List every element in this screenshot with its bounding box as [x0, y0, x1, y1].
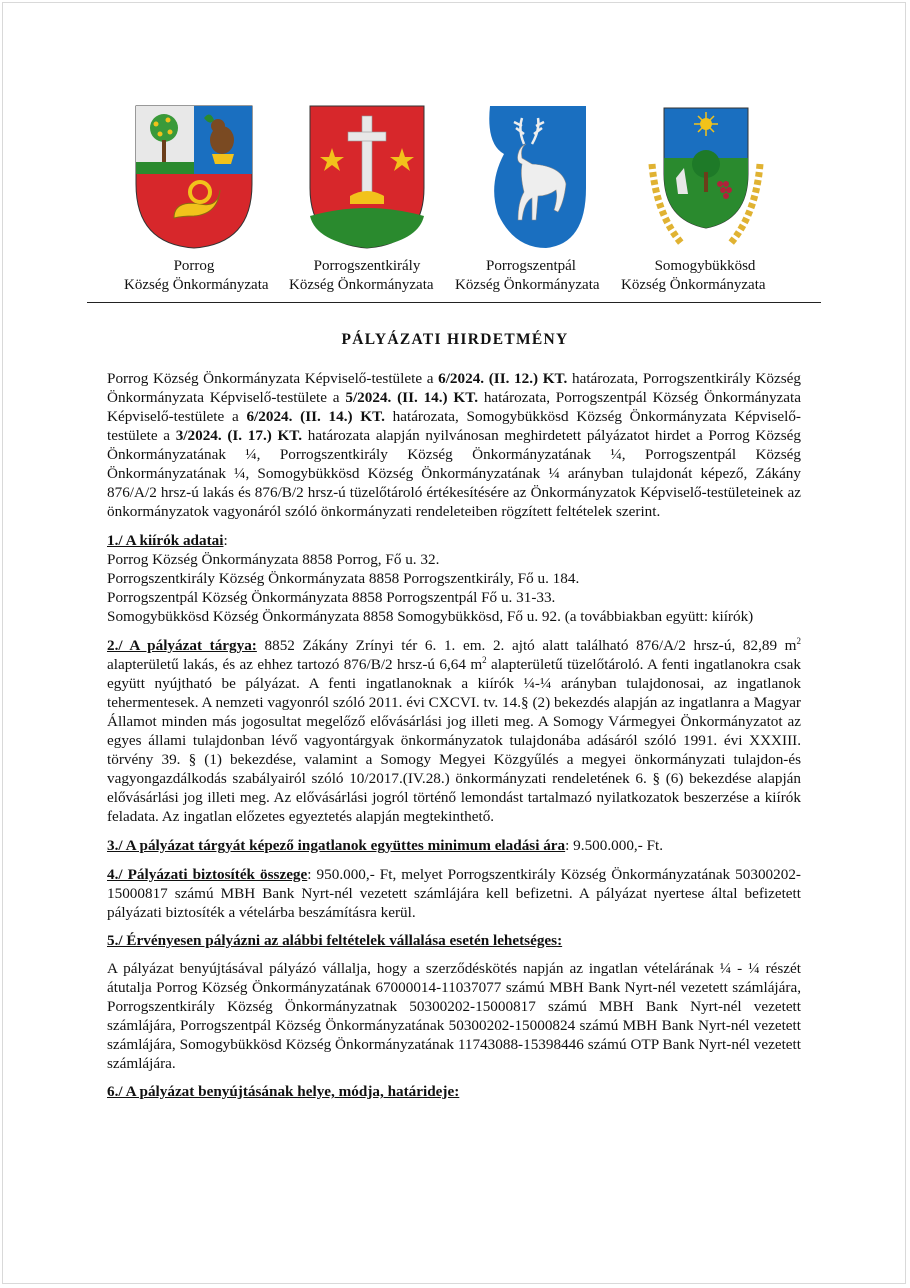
section-2-text: 8852 Zákány Zrínyi tér 6. 1. em. 2. ajtó alatt található 876/A/2 hrsz-ú, 82,89 m — [256, 637, 797, 654]
intro-text: határozata, Porrogszentpál Község Önkormányzata Képviselő-testülete a — [107, 389, 802, 425]
section-5-heading: 5./ Érvényesen pályázni az alábbi feltételek vállalása esetén lehetséges: — [107, 932, 563, 949]
intro-text: határozata, Porrogszentkirály Község Önkormányzata Képviselő-testülete a — [107, 370, 801, 406]
resolution-ref: 6/2024. (II. 12.) KT. — [438, 370, 568, 387]
resolution-ref: 6/2024. (II. 14.) KT. — [246, 408, 385, 425]
document-title: PÁLYÁZATI HIRDETMÉNY — [341, 331, 569, 348]
porrogszentkiraly-crest-icon — [308, 104, 426, 250]
municipality-subtitle: Község Önkormányzata — [621, 277, 766, 293]
section-5 — [107, 931, 801, 950]
issuer-line: Porrogszentpál Község Önkormányzata 8858 Porrogszentpál Fő u. 31-33. — [107, 589, 556, 606]
municipality-name: Porrogszentkirály — [313, 258, 421, 274]
section-2-heading: 2./ A pályázat tárgya: — [107, 637, 257, 654]
porrogszentpal-crest-icon — [474, 104, 586, 250]
municipality-name: Porrogszentpál — [486, 258, 576, 274]
municipality-subtitle: Község Önkormányzata — [289, 277, 434, 293]
superscript: 2 — [482, 654, 487, 665]
issuer-line: Porrog Község Önkormányzata 8858 Porrog, Fő u. 32. — [107, 551, 440, 568]
section-3-heading: 3./ A pályázat tárgyát képező ingatlanok együttes minimum eladási ára — [107, 837, 566, 854]
municipality-subtitle: Község Önkormányzata — [124, 277, 269, 293]
superscript: 2 — [796, 635, 801, 646]
porrog-crest-icon — [134, 104, 254, 250]
section-6-heading: 6./ A pályázat benyújtásának helye, módja, határideje: — [107, 1083, 460, 1100]
section-1 — [107, 531, 801, 626]
municipality-name: Porrog — [173, 258, 215, 274]
resolution-ref: 3/2024. (I. 17.) KT. — [175, 427, 303, 444]
intro-text: határozata alapján nyilvánosan meghirdetett pályázatot hirdet a Porrog Község Önkormányzatának ¼, Porrogszentkirály Község Önkormányzatának ¼, Porrogszentpál Község Önkormányzatának ¼, Somogybükkösd Község Önkormányzatának ¼ arányban tulajdonát képező, Zákány 876/A/2 hrsz-ú lakás és 876/B/2 hrsz-ú tüzelőtároló értékesítésére az Önkormányzatok Képviselő-testületeinek az önkormányzatok vagyonáról szóló önkormányzati rendeleteiben rögzített feltételek szerint. — [107, 427, 801, 520]
section-4 — [107, 865, 801, 922]
municipality-name: Somogybükkösd — [654, 258, 756, 274]
intro-text: határozata, Somogybükkösd Község Önkormányzata Képviselő-testülete a — [107, 408, 801, 444]
section-5-body: A pályázat benyújtásával pályázó vállalja, hogy a szerződéskötés napján az ingatlan vételárának ¼ - ¼ részét átutalja Porrog Község Önkormányzatának 67000014-11037077 számú MBH Bank Nyrt-nél vezetett számlájára, Porrogszentkirály Község Önkormányzatnak 50300202-15000817 számú MBH Bank Nyrt-nél vezetett számlájára, Porrogszentpál Község Önkormányzatának 50300202-15000824 számú MBH Bank Nyrt-nél vezetett számlájára, Somogybükkösd Község Önkormányzatának 11743088-15398446 számú OTP Bank Nyrt-nél vezetett számlájára. — [107, 960, 801, 1072]
intro-paragraph — [107, 369, 801, 521]
section-3-text: : 9.500.000,- Ft. — [565, 837, 664, 854]
intro-text: Porrog Község Önkormányzata Képviselő-testülete a — [107, 370, 439, 387]
section-1-heading: 1./ A kiírók adatai — [107, 532, 224, 549]
section-1-colon: : — [223, 532, 228, 549]
section-4-heading: 4./ Pályázati biztosíték összege — [107, 866, 308, 883]
resolution-ref: 5/2024. (II. 14.) KT. — [345, 389, 479, 406]
document-body — [107, 369, 801, 1101]
section-6 — [107, 1082, 801, 1101]
municipality-subtitle: Község Önkormányzata — [455, 277, 600, 293]
section-4-text: : 950.000,- Ft, melyet Porrogszentkirály Község Önkormányzatának 50300202-15000817 számú MBH Bank Nyrt-nél vezetett számlájára kell befizetni. A pályázat nyertese által befizetett pályázati biztosíték a vételárba beszámításra kerül. — [107, 866, 801, 921]
header-divider — [87, 302, 821, 303]
section-2-text: alapterületű tüzelőtároló. A fenti ingatlanokra csak együtt nyújtható be pályázat. A fenti ingatlanoknak a kiírók ¼-¼ arányban tulajdonosai, az ingatlanok tehermentesek. A nemzeti vagyonról szóló 2011. évi CXCVI. tv. 14.§ (2) bekezdés alapján az ingatlanra a Magyar Államot minden más jogosultat megelőző elővásárlási jog illeti meg. A Somogy Vármegyei Önkormányzatot az egyes állami tulajdonban lévő vagyontárgyak önkormányzatok tulajdonába adásáról szóló 1991. évi XXXIII. törvény 39. § (1) bekezdése, valamint a Somogy Megyei Közgyűlés a megyei önkormányzati tulajdon-és vagyongazdálkodás szabályairól szóló 10/2017.(IV.28.) önkormányzati rendeletének 6. § (6) bekezdése alapján elővásárlási jog illeti meg. Az elővásárlási jogról történő lemondást tartalmazó nyilatkozatok beszerzése a kiírók feladata. Az ingatlan előzetes egyeztetés alapján megtekinthető. — [107, 656, 801, 825]
section-3 — [107, 836, 801, 855]
issuer-line: Somogybükkösd Község Önkormányzata 8858 Somogybükkösd, Fő u. 92. (a továbbiakban együtt: kiírók) — [107, 608, 754, 625]
somogybukkosd-crest-icon — [648, 104, 764, 250]
issuer-line: Porrogszentkirály Község Önkormányzata 8858 Porrogszentkirály, Fő u. 184. — [107, 570, 580, 587]
section-2 — [107, 636, 801, 826]
section-2-text: alapterületű lakás, és az ehhez tartozó 876/B/2 hrsz-ú 6,64 m — [107, 656, 483, 673]
